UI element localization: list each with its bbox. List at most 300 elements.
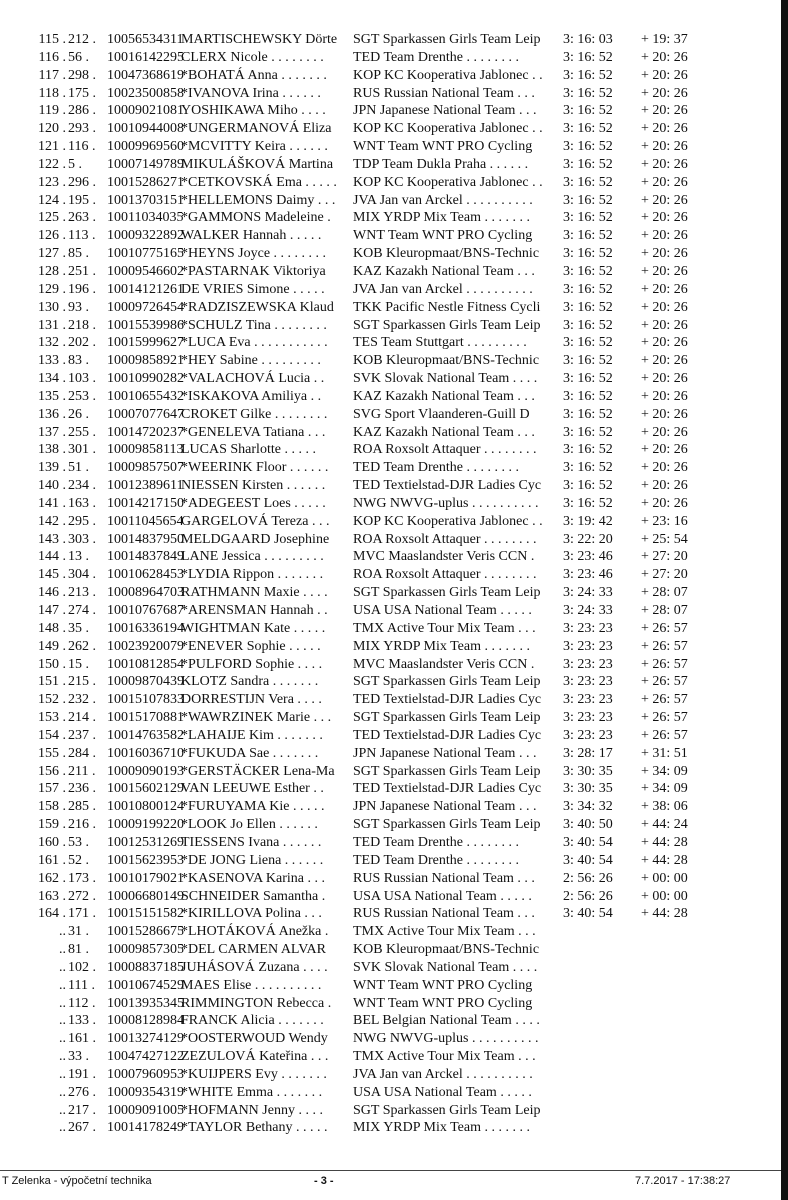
uci-id-cell: 10009199220: [107, 817, 184, 833]
time-cell: 3: 16: 03: [563, 32, 613, 47]
gap-cell: + 26: 57: [641, 656, 688, 672]
bib-cell: 212 .: [68, 32, 96, 47]
uci-id-cell: 10010674529: [107, 977, 184, 993]
table-row: [0, 1102, 788, 1120]
rider-name-cell: *ADEGEEST Loes . . . . .: [181, 495, 326, 511]
table-row: [0, 245, 788, 263]
rider-name-cell: RIMMINGTON Rebecca .: [181, 995, 332, 1011]
team-cell: JPN Japanese National Team . . .: [353, 745, 537, 761]
gap-cell: + 20: 26: [641, 192, 688, 208]
table-row: [0, 816, 788, 834]
gap-cell: + 20: 26: [641, 495, 688, 511]
bib-cell: 298 .: [68, 67, 96, 83]
page-number: - 3 -: [314, 1175, 334, 1187]
position-cell: ..: [59, 1013, 66, 1029]
uci-id-cell: 10014217150: [107, 495, 184, 511]
table-row: [0, 691, 788, 709]
rider-name-cell: *LUCA Eva . . . . . . . . . . .: [181, 335, 328, 351]
rider-name-cell: *PULFORD Sophie . . . .: [181, 656, 323, 672]
uci-id-cell: 10010944008: [107, 121, 184, 137]
position-cell: 115 .: [38, 32, 66, 47]
gap-cell: + 20: 26: [641, 388, 688, 404]
time-cell: 3: 16: 52: [563, 460, 613, 476]
gap-cell: + 26: 57: [641, 692, 688, 708]
team-cell: KOB Kleuropmaat/BNS-Technic: [353, 353, 540, 369]
gap-cell: + 20: 26: [641, 281, 688, 297]
time-cell: 3: 16: 52: [563, 406, 613, 422]
team-cell: KOB Kleuropmaat/BNS-Technic: [353, 942, 540, 958]
uci-id-cell: 10047427122: [107, 1049, 184, 1065]
table-row: [0, 174, 788, 192]
rider-name-cell: *UNGERMANOVÁ Eliza: [181, 121, 332, 137]
team-cell: TDP Team Dukla Praha . . . . . .: [353, 156, 529, 172]
team-cell: TED Team Drenthe . . . . . . . .: [353, 834, 519, 850]
gap-cell: + 26: 57: [641, 727, 688, 743]
position-cell: 129 .: [38, 281, 66, 297]
position-cell: 119 .: [38, 103, 66, 119]
gap-cell: + 20: 26: [641, 156, 688, 172]
gap-cell: + 20: 26: [641, 246, 688, 262]
rider-name-cell: *WEERINK Floor . . . . . .: [181, 460, 329, 476]
rider-name-cell: *LOOK Jo Ellen . . . . . .: [181, 817, 318, 833]
results-table: [0, 31, 788, 1137]
time-cell: 3: 16: 52: [563, 495, 613, 511]
uci-id-cell: 10015539986: [107, 317, 184, 333]
gap-cell: + 20: 26: [641, 121, 688, 137]
gap-cell: + 20: 26: [641, 228, 688, 244]
bib-cell: 26 .: [68, 406, 89, 422]
table-row: [0, 263, 788, 281]
bib-cell: 56 .: [68, 49, 89, 65]
team-cell: SVK Slovak National Team . . . .: [353, 371, 538, 387]
team-cell: KOP KC Kooperativa Jablonec . .: [353, 513, 543, 529]
table-row: [0, 495, 788, 513]
table-row: [0, 85, 788, 103]
uci-id-cell: 10009090193: [107, 763, 184, 779]
table-row: [0, 1048, 788, 1066]
gap-cell: + 20: 26: [641, 263, 688, 279]
position-cell: 138 .: [38, 442, 66, 458]
table-row: [0, 156, 788, 174]
position-cell: 150 .: [38, 656, 66, 672]
bib-cell: 202 .: [68, 335, 96, 351]
position-cell: 145 .: [38, 567, 66, 583]
rider-name-cell: WIGHTMAN Kate . . . . .: [181, 620, 326, 636]
gap-cell: + 20: 26: [641, 85, 688, 101]
team-cell: SVK Slovak National Team . . . .: [353, 959, 538, 975]
uci-id-cell: 10009726454: [107, 299, 184, 315]
uci-id-cell: 10015107833: [107, 692, 184, 708]
rider-name-cell: *WHITE Emma . . . . . . .: [181, 1084, 323, 1100]
position-cell: ..: [59, 1102, 66, 1118]
position-cell: ..: [59, 977, 66, 993]
bib-cell: 214 .: [68, 710, 96, 726]
time-cell: 2: 56: 26: [563, 888, 613, 904]
bib-cell: 237 .: [68, 727, 96, 743]
rider-name-cell: *HEY Sabine . . . . . . . . .: [181, 353, 321, 369]
uci-id-cell: 10009857507: [107, 460, 184, 476]
uci-id-cell: 10014837849: [107, 549, 184, 565]
table-row: [0, 299, 788, 317]
uci-id-cell: 10009858921: [107, 353, 184, 369]
position-cell: 153 .: [38, 710, 66, 726]
position-cell: 161 .: [38, 852, 66, 868]
position-cell: 155 .: [38, 745, 66, 761]
rider-name-cell: FRANCK Alicia . . . . . . .: [181, 1013, 324, 1029]
uci-id-cell: 10047368619: [107, 67, 184, 83]
position-cell: 134 .: [38, 371, 66, 387]
table-row: [0, 1084, 788, 1102]
time-cell: 3: 23: 23: [563, 727, 613, 743]
bib-cell: 173 .: [68, 870, 96, 886]
table-row: [0, 406, 788, 424]
gap-cell: + 20: 26: [641, 139, 688, 155]
team-cell: TMX Active Tour Mix Team . . .: [353, 620, 536, 636]
rider-name-cell: GARGELOVÁ Tereza . . .: [181, 513, 330, 529]
rider-name-cell: *PASTARNAK Viktoriya: [181, 263, 326, 279]
team-cell: TED Textielstad-DJR Ladies Cyc: [353, 781, 542, 797]
table-row: [0, 388, 788, 406]
bib-cell: 15 .: [68, 656, 89, 672]
uci-id-cell: 10009021081: [107, 103, 184, 119]
uci-id-cell: 10010775165: [107, 246, 184, 262]
bib-cell: 5 .: [68, 156, 82, 172]
table-row: [0, 513, 788, 531]
gap-cell: + 27: 20: [641, 567, 688, 583]
time-cell: 3: 28: 17: [563, 745, 613, 761]
uci-id-cell: 10013274129: [107, 1031, 184, 1047]
uci-id-cell: 10016036710: [107, 745, 184, 761]
uci-id-cell: 10014121261: [107, 281, 184, 297]
bib-cell: 262 .: [68, 638, 96, 654]
table-row: [0, 477, 788, 495]
position-cell: 122 .: [38, 156, 66, 172]
table-row: [0, 763, 788, 781]
table-row: [0, 834, 788, 852]
uci-id-cell: 10014720237: [107, 424, 184, 440]
table-row: [0, 727, 788, 745]
team-cell: TES Team Stuttgart . . . . . . . . .: [353, 335, 527, 351]
bib-cell: 215 .: [68, 674, 96, 690]
uci-id-cell: 10008964703: [107, 585, 184, 601]
team-cell: MIX YRDP Mix Team . . . . . . .: [353, 1120, 531, 1136]
table-row: [0, 888, 788, 906]
time-cell: 3: 16: 52: [563, 85, 613, 101]
rider-name-cell: *HELLEMONS Daimy . . .: [181, 192, 336, 208]
position-cell: 164 .: [38, 906, 66, 922]
time-cell: 3: 24: 33: [563, 603, 613, 618]
rider-name-cell: *LYDIA Rippon . . . . . . .: [181, 567, 324, 583]
rider-name-cell: MAES Elise . . . . . . . . . .: [181, 977, 322, 993]
uci-id-cell: 10009546602: [107, 263, 184, 279]
rider-name-cell: *TAYLOR Bethany . . . . .: [181, 1120, 328, 1136]
bib-cell: 163 .: [68, 495, 96, 511]
bib-cell: 274 .: [68, 603, 96, 618]
gap-cell: + 28: 07: [641, 603, 688, 618]
position-cell: 127 .: [38, 246, 66, 262]
team-cell: TED Textielstad-DJR Ladies Cyc: [353, 478, 542, 494]
bib-cell: 53 .: [68, 834, 89, 850]
time-cell: 3: 40: 54: [563, 852, 613, 868]
gap-cell: + 20: 26: [641, 210, 688, 226]
table-row: [0, 905, 788, 923]
time-cell: 3: 30: 35: [563, 781, 613, 797]
gap-cell: + 20: 26: [641, 406, 688, 422]
position-cell: 135 .: [38, 388, 66, 404]
uci-id-cell: 10006680149: [107, 888, 184, 904]
bib-cell: 102 .: [68, 959, 96, 975]
gap-cell: + 20: 26: [641, 371, 688, 387]
gap-cell: + 26: 57: [641, 710, 688, 726]
team-cell: TED Team Drenthe . . . . . . . .: [353, 460, 519, 476]
rider-name-cell: VAN LEEUWE Esther . .: [181, 781, 324, 797]
table-row: [0, 923, 788, 941]
rider-name-cell: *ENEVER Sophie . . . . .: [181, 638, 321, 654]
bib-cell: 103 .: [68, 371, 96, 387]
team-cell: MIX YRDP Mix Team . . . . . . .: [353, 210, 531, 226]
position-cell: ..: [59, 924, 66, 940]
bib-cell: 112 .: [68, 995, 96, 1011]
bib-cell: 33 .: [68, 1049, 89, 1065]
bib-cell: 234 .: [68, 478, 96, 494]
position-cell: 154 .: [38, 727, 66, 743]
bib-cell: 304 .: [68, 567, 96, 583]
bib-cell: 301 .: [68, 442, 96, 458]
time-cell: 3: 16: 52: [563, 388, 613, 404]
time-cell: 3: 16: 52: [563, 317, 613, 333]
rider-name-cell: *RADZISZEWSKA Klaud: [181, 299, 334, 315]
uci-id-cell: 10007077647: [107, 406, 184, 422]
team-cell: MVC Maaslandster Veris CCN .: [353, 549, 535, 565]
team-cell: SVG Sport Vlaanderen-Guill D: [353, 406, 530, 422]
team-cell: MVC Maaslandster Veris CCN .: [353, 656, 535, 672]
table-row: [0, 1119, 788, 1137]
position-cell: 139 .: [38, 460, 66, 476]
gap-cell: + 23: 16: [641, 513, 688, 529]
gap-cell: + 26: 57: [641, 620, 688, 636]
time-cell: 3: 24: 33: [563, 585, 613, 601]
bib-cell: 267 .: [68, 1120, 96, 1136]
gap-cell: + 26: 57: [641, 638, 688, 654]
position-cell: 118 .: [38, 85, 66, 101]
rider-name-cell: *HOFMANN Jenny . . . .: [181, 1102, 323, 1118]
table-row: [0, 566, 788, 584]
rider-name-cell: KLOTZ Sandra . . . . . . .: [181, 674, 319, 690]
uci-id-cell: 10015286675: [107, 924, 184, 940]
rider-name-cell: LUCAS Sharlotte . . . . .: [181, 442, 316, 458]
gap-cell: + 20: 26: [641, 317, 688, 333]
position-cell: ..: [59, 1120, 66, 1136]
table-row: [0, 317, 788, 335]
rider-name-cell: *DEL CARMEN ALVAR: [181, 942, 326, 958]
team-cell: RUS Russian National Team . . .: [353, 870, 535, 886]
rider-name-cell: *GAMMONS Madeleine .: [181, 210, 331, 226]
time-cell: 3: 23: 23: [563, 656, 613, 672]
gap-cell: + 20: 26: [641, 442, 688, 458]
team-cell: SGT Sparkassen Girls Team Leip: [353, 674, 541, 690]
uci-id-cell: 10009354319: [107, 1084, 184, 1100]
gap-cell: + 38: 06: [641, 799, 688, 815]
team-cell: WNT Team WNT PRO Cycling: [353, 977, 533, 993]
uci-id-cell: 10015286271: [107, 174, 184, 190]
gap-cell: + 20: 26: [641, 353, 688, 369]
time-cell: 3: 23: 46: [563, 567, 613, 583]
team-cell: KAZ Kazakh National Team . . .: [353, 388, 535, 404]
team-cell: TMX Active Tour Mix Team . . .: [353, 1049, 536, 1065]
rider-name-cell: *VALACHOVÁ Lucia . .: [181, 371, 325, 387]
table-row: [0, 709, 788, 727]
rider-name-cell: *DE JONG Liena . . . . . .: [181, 852, 324, 868]
uci-id-cell: 10008837185: [107, 959, 184, 975]
table-row: [0, 120, 788, 138]
rider-name-cell: *ISKAKOVA Amiliya . .: [181, 388, 322, 404]
team-cell: USA USA National Team . . . . .: [353, 888, 532, 904]
bib-cell: 161 .: [68, 1031, 96, 1047]
team-cell: NWG NWVG-uplus . . . . . . . . . .: [353, 1031, 539, 1047]
bib-cell: 51 .: [68, 460, 89, 476]
position-cell: 133 .: [38, 353, 66, 369]
position-cell: 147 .: [38, 603, 66, 618]
position-cell: 121 .: [38, 139, 66, 155]
position-cell: 142 .: [38, 513, 66, 529]
table-row: [0, 1012, 788, 1030]
bib-cell: 232 .: [68, 692, 96, 708]
time-cell: 3: 16: 52: [563, 121, 613, 137]
team-cell: SGT Sparkassen Girls Team Leip: [353, 817, 541, 833]
uci-id-cell: 10010179021: [107, 870, 184, 886]
bib-cell: 83 .: [68, 353, 89, 369]
position-cell: 120 .: [38, 121, 66, 137]
bib-cell: 285 .: [68, 799, 96, 815]
position-cell: 163 .: [38, 888, 66, 904]
uci-id-cell: 10014763582: [107, 727, 184, 743]
team-cell: TED Textielstad-DJR Ladies Cyc: [353, 727, 542, 743]
gap-cell: + 00: 00: [641, 888, 688, 904]
rider-name-cell: *FUKUDA Sae . . . . . . .: [181, 745, 319, 761]
rider-name-cell: *MCVITTY Keira . . . . . .: [181, 139, 328, 155]
team-cell: SGT Sparkassen Girls Team Leip: [353, 1102, 541, 1118]
uci-id-cell: 10056534311: [107, 32, 184, 47]
gap-cell: + 28: 07: [641, 585, 688, 601]
bib-cell: 284 .: [68, 745, 96, 761]
team-cell: USA USA National Team . . . . .: [353, 603, 532, 618]
rider-name-cell: *KASENOVA Karina . . .: [181, 870, 326, 886]
position-cell: 141 .: [38, 495, 66, 511]
rider-name-cell: *ARENSMAN Hannah . .: [181, 603, 328, 618]
table-row: [0, 798, 788, 816]
table-row: [0, 209, 788, 227]
table-row: [0, 584, 788, 602]
position-cell: 124 .: [38, 192, 66, 208]
time-cell: 3: 23: 23: [563, 710, 613, 726]
time-cell: 3: 34: 32: [563, 799, 613, 815]
bib-cell: 293 .: [68, 121, 96, 137]
uci-id-cell: 10016336194: [107, 620, 184, 636]
position-cell: 130 .: [38, 299, 66, 315]
team-cell: ROA Roxsolt Attaquer . . . . . . . .: [353, 531, 537, 547]
time-cell: 3: 23: 23: [563, 674, 613, 690]
bib-cell: 52 .: [68, 852, 89, 868]
uci-id-cell: 10009322892: [107, 228, 184, 244]
rider-name-cell: MIKULÁŠKOVÁ Martina: [181, 156, 334, 172]
table-row: [0, 852, 788, 870]
team-cell: TED Team Drenthe . . . . . . . .: [353, 852, 519, 868]
team-cell: SGT Sparkassen Girls Team Leip: [353, 585, 541, 601]
bib-cell: 272 .: [68, 888, 96, 904]
position-cell: ..: [59, 1084, 66, 1100]
time-cell: 3: 16: 52: [563, 353, 613, 369]
time-cell: 3: 16: 52: [563, 263, 613, 279]
position-cell: ..: [59, 1031, 66, 1047]
table-row: [0, 745, 788, 763]
time-cell: 3: 16: 52: [563, 67, 613, 83]
gap-cell: + 20: 26: [641, 67, 688, 83]
team-cell: KAZ Kazakh National Team . . .: [353, 263, 535, 279]
time-cell: 3: 22: 20: [563, 531, 613, 547]
rider-name-cell: SCHNEIDER Samantha .: [181, 888, 326, 904]
position-cell: 125 .: [38, 210, 66, 226]
uci-id-cell: 10007960953: [107, 1066, 184, 1082]
position-cell: 143 .: [38, 531, 66, 547]
table-row: [0, 281, 788, 299]
time-cell: 3: 23: 23: [563, 620, 613, 636]
uci-id-cell: 10009091005: [107, 1102, 184, 1118]
position-cell: 128 .: [38, 263, 66, 279]
team-cell: TMX Active Tour Mix Team . . .: [353, 924, 536, 940]
table-row: [0, 620, 788, 638]
table-row: [0, 870, 788, 888]
gap-cell: + 27: 20: [641, 549, 688, 565]
gap-cell: + 20: 26: [641, 460, 688, 476]
bib-cell: 251 .: [68, 263, 96, 279]
bib-cell: 113 .: [68, 228, 96, 244]
uci-id-cell: 10009857305: [107, 942, 184, 958]
uci-id-cell: 10007149789: [107, 156, 184, 172]
time-cell: 3: 16: 52: [563, 371, 613, 387]
rider-name-cell: DORRESTIJN Vera . . . .: [181, 692, 322, 708]
gap-cell: + 44: 24: [641, 817, 688, 833]
table-row: [0, 941, 788, 959]
rider-name-cell: TIESSENS Ivana . . . . . .: [181, 834, 322, 850]
bib-cell: 295 .: [68, 513, 96, 529]
footer-divider: [0, 1170, 781, 1171]
bib-cell: 93 .: [68, 299, 89, 315]
time-cell: 3: 30: 35: [563, 763, 613, 779]
table-row: [0, 780, 788, 798]
table-row: [0, 138, 788, 156]
position-cell: 148 .: [38, 620, 66, 636]
uci-id-cell: 10013703151: [107, 192, 184, 208]
uci-id-cell: 10010767687: [107, 603, 184, 618]
gap-cell: + 44: 28: [641, 852, 688, 868]
position-cell: 157 .: [38, 781, 66, 797]
table-row: [0, 531, 788, 549]
bib-cell: 175 .: [68, 85, 96, 101]
bib-cell: 31 .: [68, 924, 89, 940]
time-cell: 3: 16: 52: [563, 246, 613, 262]
team-cell: JVA Jan van Arckel . . . . . . . . . .: [353, 1066, 533, 1082]
bib-cell: 253 .: [68, 388, 96, 404]
uci-id-cell: 10015999627: [107, 335, 184, 351]
time-cell: 3: 16: 52: [563, 210, 613, 226]
team-cell: WNT Team WNT PRO Cycling: [353, 995, 533, 1011]
time-cell: 3: 16: 52: [563, 335, 613, 351]
bib-cell: 116 .: [68, 139, 96, 155]
table-row: [0, 334, 788, 352]
position-cell: 156 .: [38, 763, 66, 779]
gap-cell: + 26: 57: [641, 674, 688, 690]
time-cell: 3: 40: 50: [563, 817, 613, 833]
